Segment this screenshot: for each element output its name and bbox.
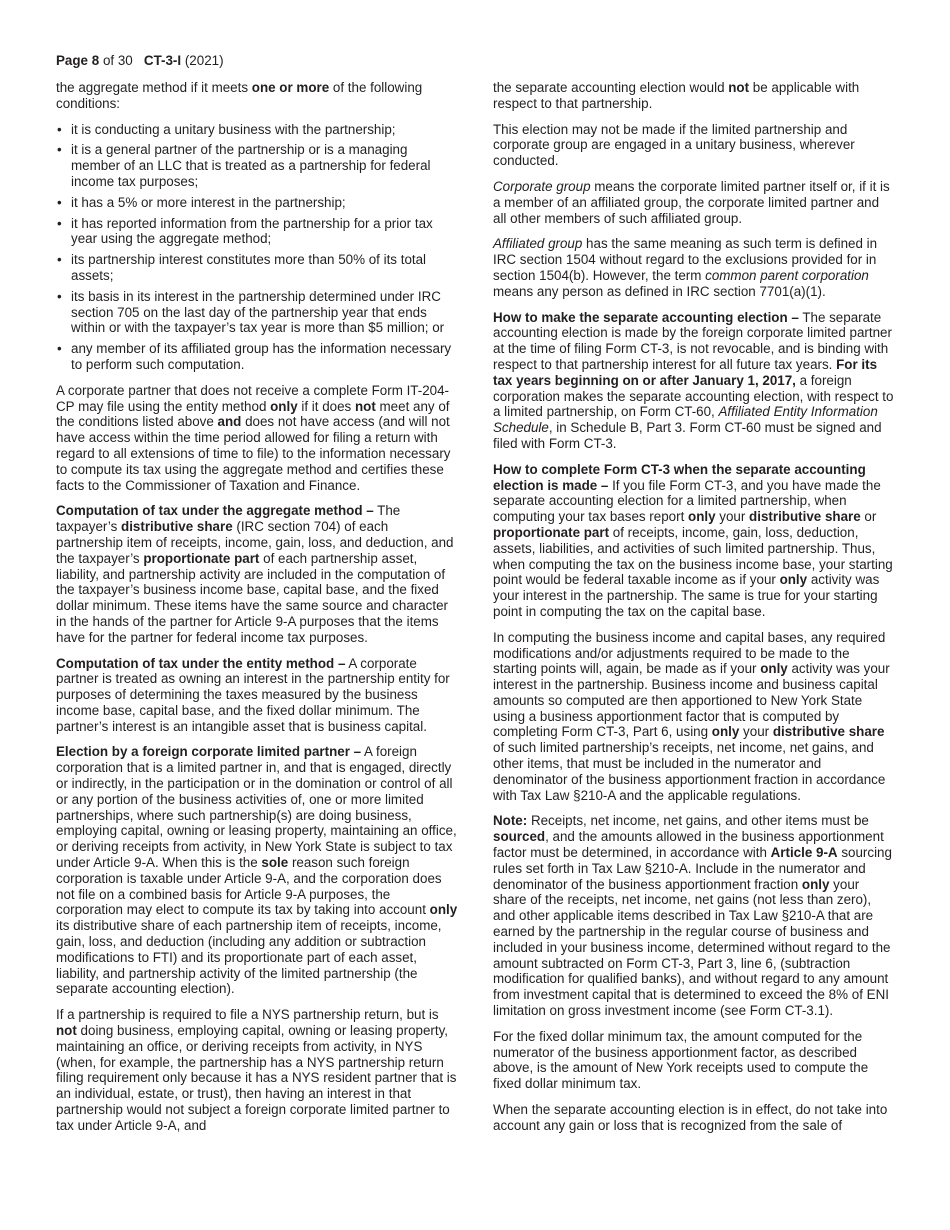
text-run: This election may not be made if the limited partnership and corporate group are engaged in a unitary business, wherever conducted. bbox=[493, 121, 855, 169]
text-run: not bbox=[354, 398, 376, 414]
text-run: , and the amounts allowed in the business apportionment factor must be determined, in accordance with bbox=[493, 829, 884, 861]
text-run: if it does bbox=[297, 398, 355, 414]
text-run: only bbox=[801, 876, 830, 892]
how-to-complete-ct3 bbox=[493, 462, 895, 620]
text-run: its distributive share of each partnership item of receipts, income, gain, loss, and deduction (including any addition or subtraction modifications to FTI) and its proportionate part of each asset, liability, and partnership activity of the limited partnership (the separate accounting election). bbox=[56, 918, 442, 997]
text-run: common parent corporation bbox=[705, 267, 869, 283]
text-run: of the following conditions: bbox=[56, 80, 423, 111]
list-item: • its basis in its interest in the partnership determined under IRC section 705 on the last day of the partnership year that ends within or with the taxpayer’s tax year is more than $5 million; or bbox=[56, 289, 458, 336]
entity-method-paragraph bbox=[56, 383, 458, 494]
text-run: sole bbox=[261, 855, 289, 871]
text-run: does not have access (and will not have access within the time period allowed for filing a return with regard to all extensions of time to file) to the information necessary to compute its tax using the aggregate method and certifies these facts to the Commissioner of Taxation and Finance. bbox=[56, 414, 451, 493]
text-run: Computation of tax under the entity method – bbox=[56, 655, 346, 671]
text-run: means the corporate limited partner itself or, if it is a member of an affiliated group, the corporate limited partner and all other members of such affiliated group. bbox=[493, 178, 890, 226]
form-year: (2021) bbox=[184, 53, 224, 68]
foreign-corporate-limited-partner-election bbox=[56, 744, 458, 997]
text-run: not bbox=[56, 1023, 77, 1039]
text-run: How to make the separate accounting election – bbox=[493, 309, 799, 325]
unitary-business-restriction bbox=[493, 122, 895, 169]
text-run: A corporate partner is treated as owning an interest in the partnership entity for purposes of determining the taxes measured by the business income base, capital base, and the fixed dollar minimum. The partner’s interest is an intangible asset that is business capital. bbox=[56, 655, 450, 734]
entity-method-computation bbox=[56, 656, 458, 735]
text-run: only bbox=[711, 724, 740, 740]
text-run: A foreign corporation that is a limited partner in, and that is engaged, directly or indirectly, in the participation or in the domination or control of all or any portion of the business activities of, one or more limited partnerships, where such partnership(s) are doing business, employing capital, owning or leasing property, maintaining an office, or deriving receipts from activity, in New York State is subject to tax under Article 9-A. When this is the bbox=[56, 744, 457, 871]
text-run: distributive share bbox=[749, 509, 861, 525]
right-column bbox=[493, 80, 895, 1144]
text-run: distributive share bbox=[772, 724, 885, 740]
text-run: activity was your interest in the partnership. Business income and business capital amounts so computed are then apportioned to New York State using a business apportionment factor that is computed by completing Form CT-3, Part 6, using bbox=[493, 661, 890, 740]
text-run: When the separate accounting election is in effect, do not take into account any gain or loss that is recognized from the sale of bbox=[493, 1102, 888, 1133]
page-total: of 30 bbox=[102, 53, 133, 68]
aggregate-method-conditions-intro bbox=[56, 80, 458, 112]
text-run: A corporate partner that does not receive a complete Form IT-204-CP may file using the entity method bbox=[56, 382, 449, 414]
how-to-make-election bbox=[493, 310, 895, 452]
text-run: The taxpayer’s bbox=[56, 503, 401, 535]
text-run: Receipts, net income, net gains, and other items must be bbox=[527, 813, 869, 829]
text-run: means any person as defined in IRC section 7701(a)(1). bbox=[493, 283, 826, 299]
text-run: doing business, employing capital, owning or leasing property, maintaining an office, or deriving receipts from activity, in NYS (when, for example, the partnership has a NYS partnership return filing requirement only because it has a NYS resident partner that is an individual, estate, or trust), then having an interest in that partnership would not subject a foreign corporate limited partner to tax under Article 9-A, and bbox=[56, 1023, 457, 1133]
nys-partnership-return-paragraph bbox=[56, 1007, 458, 1133]
text-run: be applicable with respect to that partnership. bbox=[493, 80, 860, 111]
text-run: Affiliated Entity Information Schedule bbox=[493, 404, 878, 436]
sourcing-note bbox=[493, 813, 895, 1018]
text-run: (IRC section 704) of each partnership item of receipts, income, gain, loss, and deduction, and the taxpayer’s bbox=[56, 519, 454, 566]
fixed-dollar-minimum-paragraph bbox=[493, 1029, 895, 1092]
text-run: of such limited partnership’s receipts, net income, net gains, and other items, that must be included in the numerator and denominator of the business apportionment fraction in accordance with Tax Law §210-A and the applicable regulations. bbox=[493, 740, 886, 803]
text-run: only bbox=[779, 572, 808, 588]
text-run: sourced bbox=[493, 829, 546, 845]
text-run: only bbox=[760, 661, 788, 677]
text-run: meet any of the conditions listed above bbox=[56, 398, 450, 430]
corporate-group-definition bbox=[493, 179, 895, 226]
left-column bbox=[56, 80, 458, 1144]
text-run: proportionate part bbox=[493, 524, 610, 540]
text-run: How to complete Form CT-3 when the separate accounting election is made – bbox=[493, 461, 866, 493]
text-run: For its tax years beginning on or after January 1, 2017, bbox=[493, 356, 878, 388]
text-run: reason such foreign corporation is taxable under Article 9-A, and the corporation does not file on a combined basis for Article 9-A purposes, the corporation may elect to compute its tax by taking into account bbox=[56, 855, 442, 918]
list-item: • its partnership interest constitutes more than 50% of its total assets; bbox=[56, 252, 458, 284]
text-run: or bbox=[860, 509, 877, 525]
text-run: only bbox=[429, 902, 458, 918]
text-run: The separate accounting election is made by the foreign corporate limited partner at the time of filing Form CT-3, is not revocable, and is binding with respect to that partnership interest for all future tax years. bbox=[493, 309, 892, 372]
page-header bbox=[56, 53, 224, 69]
text-run: sourcing rules set forth in Tax Law §210-A. Include in the numerator and denominator of the business apportionment fraction bbox=[493, 845, 892, 892]
text-run: If a partnership is required to file a NYS partnership return, but is bbox=[56, 1007, 439, 1023]
text-run: distributive share bbox=[121, 519, 233, 535]
text-run: the separate accounting election would bbox=[493, 80, 729, 95]
list-item: • it has a 5% or more interest in the partnership; bbox=[56, 195, 458, 211]
text-run: Article 9-A bbox=[770, 845, 838, 861]
text-run: not bbox=[728, 80, 750, 95]
list-item: • it is conducting a unitary business with the partnership; bbox=[56, 122, 458, 138]
conditions-list bbox=[56, 122, 458, 373]
affiliated-group-definition bbox=[493, 236, 895, 299]
text-run: Corporate group bbox=[493, 178, 591, 194]
text-run: has the same meaning as such term is defined in IRC section 1504 without regard to the exclusions provided for in section 1504(b). However, the term bbox=[493, 236, 878, 283]
text-run: Note: bbox=[493, 813, 528, 829]
text-run: a foreign corporation makes the separate accounting election, with respect to a limited partnership, on Form CT-60, bbox=[493, 372, 894, 420]
separate-accounting-gain-loss bbox=[493, 1102, 895, 1134]
text-run: activity was your interest in the partnership. The same is true for your starting point in computing the tax on the capital base. bbox=[493, 572, 880, 619]
text-run: For the fixed dollar minimum tax, the amount computed for the numerator of the business apportionment factor, as described above, is the amount of New York receipts used to compute the fixed dollar minimum tax. bbox=[493, 1028, 869, 1092]
business-income-capital-bases bbox=[493, 630, 895, 804]
text-run: your bbox=[739, 724, 773, 740]
form-id: CT-3-I bbox=[143, 53, 182, 68]
text-run: Election by a foreign corporate limited partner – bbox=[56, 744, 362, 760]
text-run: proportionate part bbox=[143, 550, 260, 566]
election-not-applicable bbox=[493, 80, 895, 112]
text-run: the aggregate method if it meets bbox=[56, 80, 252, 95]
text-run: In computing the business income and capital bases, any required modifications and/or adjustments required to be made to the starting points will, again, be made as if your bbox=[493, 629, 886, 677]
page-number: 8 bbox=[91, 53, 100, 68]
text-run: your share of the receipts, net income, net gains (not less than zero), and other applicable items described in Tax Law §210-A that are earned by the partnership in the regular course of business and included in your business income, determined without regard to the amount subtracted on Form CT-3, Part 3, line 6, (subtraction modification for qualified banks), and without regard to any amount from investment capital that is determined to exceed the 8% of ENI limitation on gross investment income (see Form CT-3.1). bbox=[493, 876, 891, 1019]
text-run: your bbox=[715, 509, 750, 525]
text-run: Computation of tax under the aggregate method – bbox=[56, 503, 374, 519]
text-run: only bbox=[688, 509, 716, 525]
text-run: of each partnership asset, liability, and partnership activity are included in the computation of the taxpayer’s business income base, capital base, and the fixed dollar minimum. These items have the same source and character in the hands of the partner for Article 9-A purposes that the items have for the partner for federal income tax purposes. bbox=[56, 550, 448, 645]
text-run: and bbox=[217, 414, 242, 430]
text-run: of receipts, income, gain, loss, deduction, assets, liabilities, and activities of such limited partnership. Thus, when computing the tax on the business income base, your starting point would be federal taxable income as if your bbox=[493, 524, 893, 588]
text-run: only bbox=[270, 398, 298, 414]
aggregate-method-computation bbox=[56, 503, 458, 645]
page-label: Page bbox=[56, 53, 89, 68]
list-item: • it is a general partner of the partnership or is a managing member of an LLC that is treated as a partnership for federal income tax purposes; bbox=[56, 142, 458, 189]
list-item: • any member of its affiliated group has the information necessary to perform such computation. bbox=[56, 341, 458, 373]
list-item: • it has reported information from the partnership for a prior tax year using the aggregate method; bbox=[56, 216, 458, 248]
text-run: , in Schedule B, Part 3. Form CT-60 must be signed and filed with Form CT-3. bbox=[493, 420, 882, 451]
text-run: one or more bbox=[251, 80, 330, 95]
text-run: Affiliated group bbox=[493, 236, 583, 252]
text-run: If you file Form CT-3, and you have made the separate accounting election for a limited partnership, when computing your tax bases report bbox=[493, 477, 881, 525]
